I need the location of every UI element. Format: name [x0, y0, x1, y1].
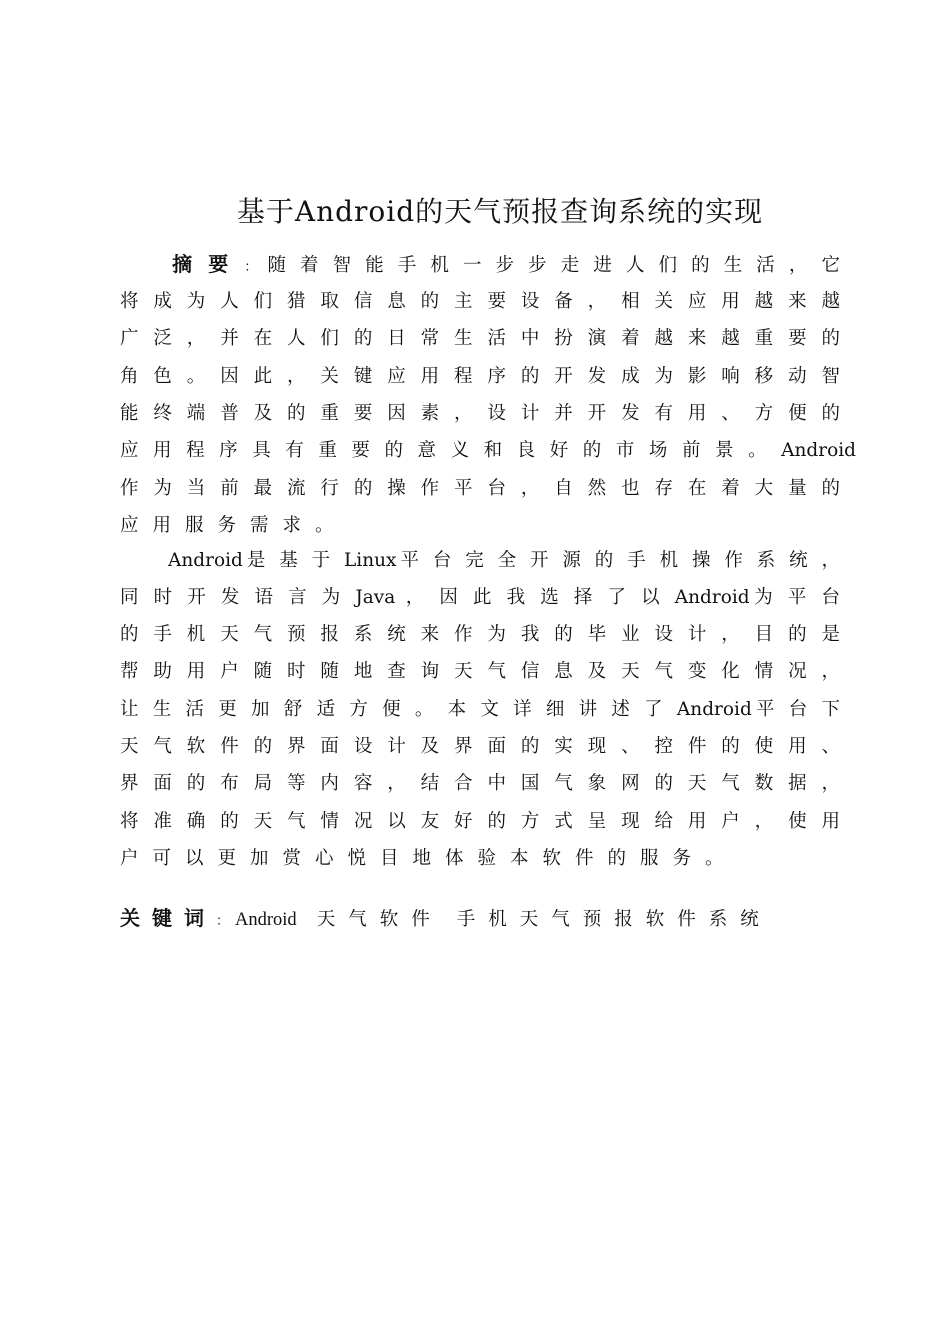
- abstract-line: 广 泛 ， 并 在 人 们 的 日 常 生 活 中 扮 演 着 越 来 越 重 要 的: [120, 328, 840, 349]
- abstract-line: 的 手 机 天 气 预 报 系 统 来 作 为 我 的 毕 业 设 计 ， 目 的 是: [120, 624, 840, 645]
- keyword-mobile-weather-system: 手机天气预报软件系统: [456, 909, 772, 930]
- keywords-line: [120, 900, 772, 937]
- abstract-colon: ：: [244, 260, 262, 275]
- keywords-label: 关键词: [120, 906, 216, 930]
- abstract-text: 随 着 智 能 手 机 一 步 步 走 进 人 们 的 生 活 ， 它: [267, 255, 840, 276]
- abstract-line: 作 为 当 前 最 流 行 的 操 作 平 台 ， 自 然 也 存 在 着 大 量 的: [120, 478, 840, 499]
- abstract-line: Android是 基 于 Linux平 台 完 全 开 源 的 手 机 操 作 系 统 ，: [168, 550, 840, 571]
- abstract-line: 将 准 确 的 天 气 情 况 以 友 好 的 方 式 呈 现 给 用 户 ， 使 用: [120, 811, 840, 832]
- keyword-android: Android: [235, 910, 297, 930]
- abstract-line: 应 用 程 序 具 有 重 要 的 意 义 和 良 好 的 市 场 前 景 。 Android: [120, 440, 856, 461]
- abstract-line: 让 生 活 更 加 舒 适 方 便 。 本 文 详 细 讲 述 了 Android平 台 下: [120, 699, 840, 720]
- paper-title: 基于Android的天气预报查询系统的实现: [236, 195, 764, 228]
- abstract-line: 天 气 软 件 的 界 面 设 计 及 界 面 的 实 现 、 控 件 的 使 用 、: [120, 736, 840, 757]
- abstract-line: 能 终 端 普 及 的 重 要 因 素 ， 设 计 并 开 发 有 用 、 方 便 的: [120, 403, 840, 424]
- abstract-label: 摘要: [168, 252, 245, 276]
- abstract-line: 角 色 。 因 此 ， 关 键 应 用 程 序 的 开 发 成 为 影 响 移 动 智: [120, 366, 840, 387]
- abstract-line: 户可以更加赏心悦目地体验本软件的服务。: [120, 848, 738, 869]
- abstract-line: 将 成 为 人 们 猎 取 信 息 的 主 要 设 备 ， 相 关 应 用 越 来 越: [120, 291, 840, 312]
- abstract-line: 帮 助 用 户 随 时 随 地 查 询 天 气 信 息 及 天 气 变 化 情 况 ，: [120, 661, 840, 682]
- abstract-line-1: [120, 246, 840, 283]
- abstract-line: 应用服务需求。: [120, 515, 348, 536]
- abstract-line: 界 面 的 布 局 等 内 容 ， 结 合 中 国 气 象 网 的 天 气 数 据 ，: [120, 773, 840, 794]
- keyword-weather-software: 天气软件: [316, 909, 443, 930]
- keywords-colon: ：: [216, 914, 230, 929]
- abstract-line: 同 时 开 发 语 言 为 Java ， 因 此 我 选 择 了 以 Android为 平 台: [120, 587, 840, 608]
